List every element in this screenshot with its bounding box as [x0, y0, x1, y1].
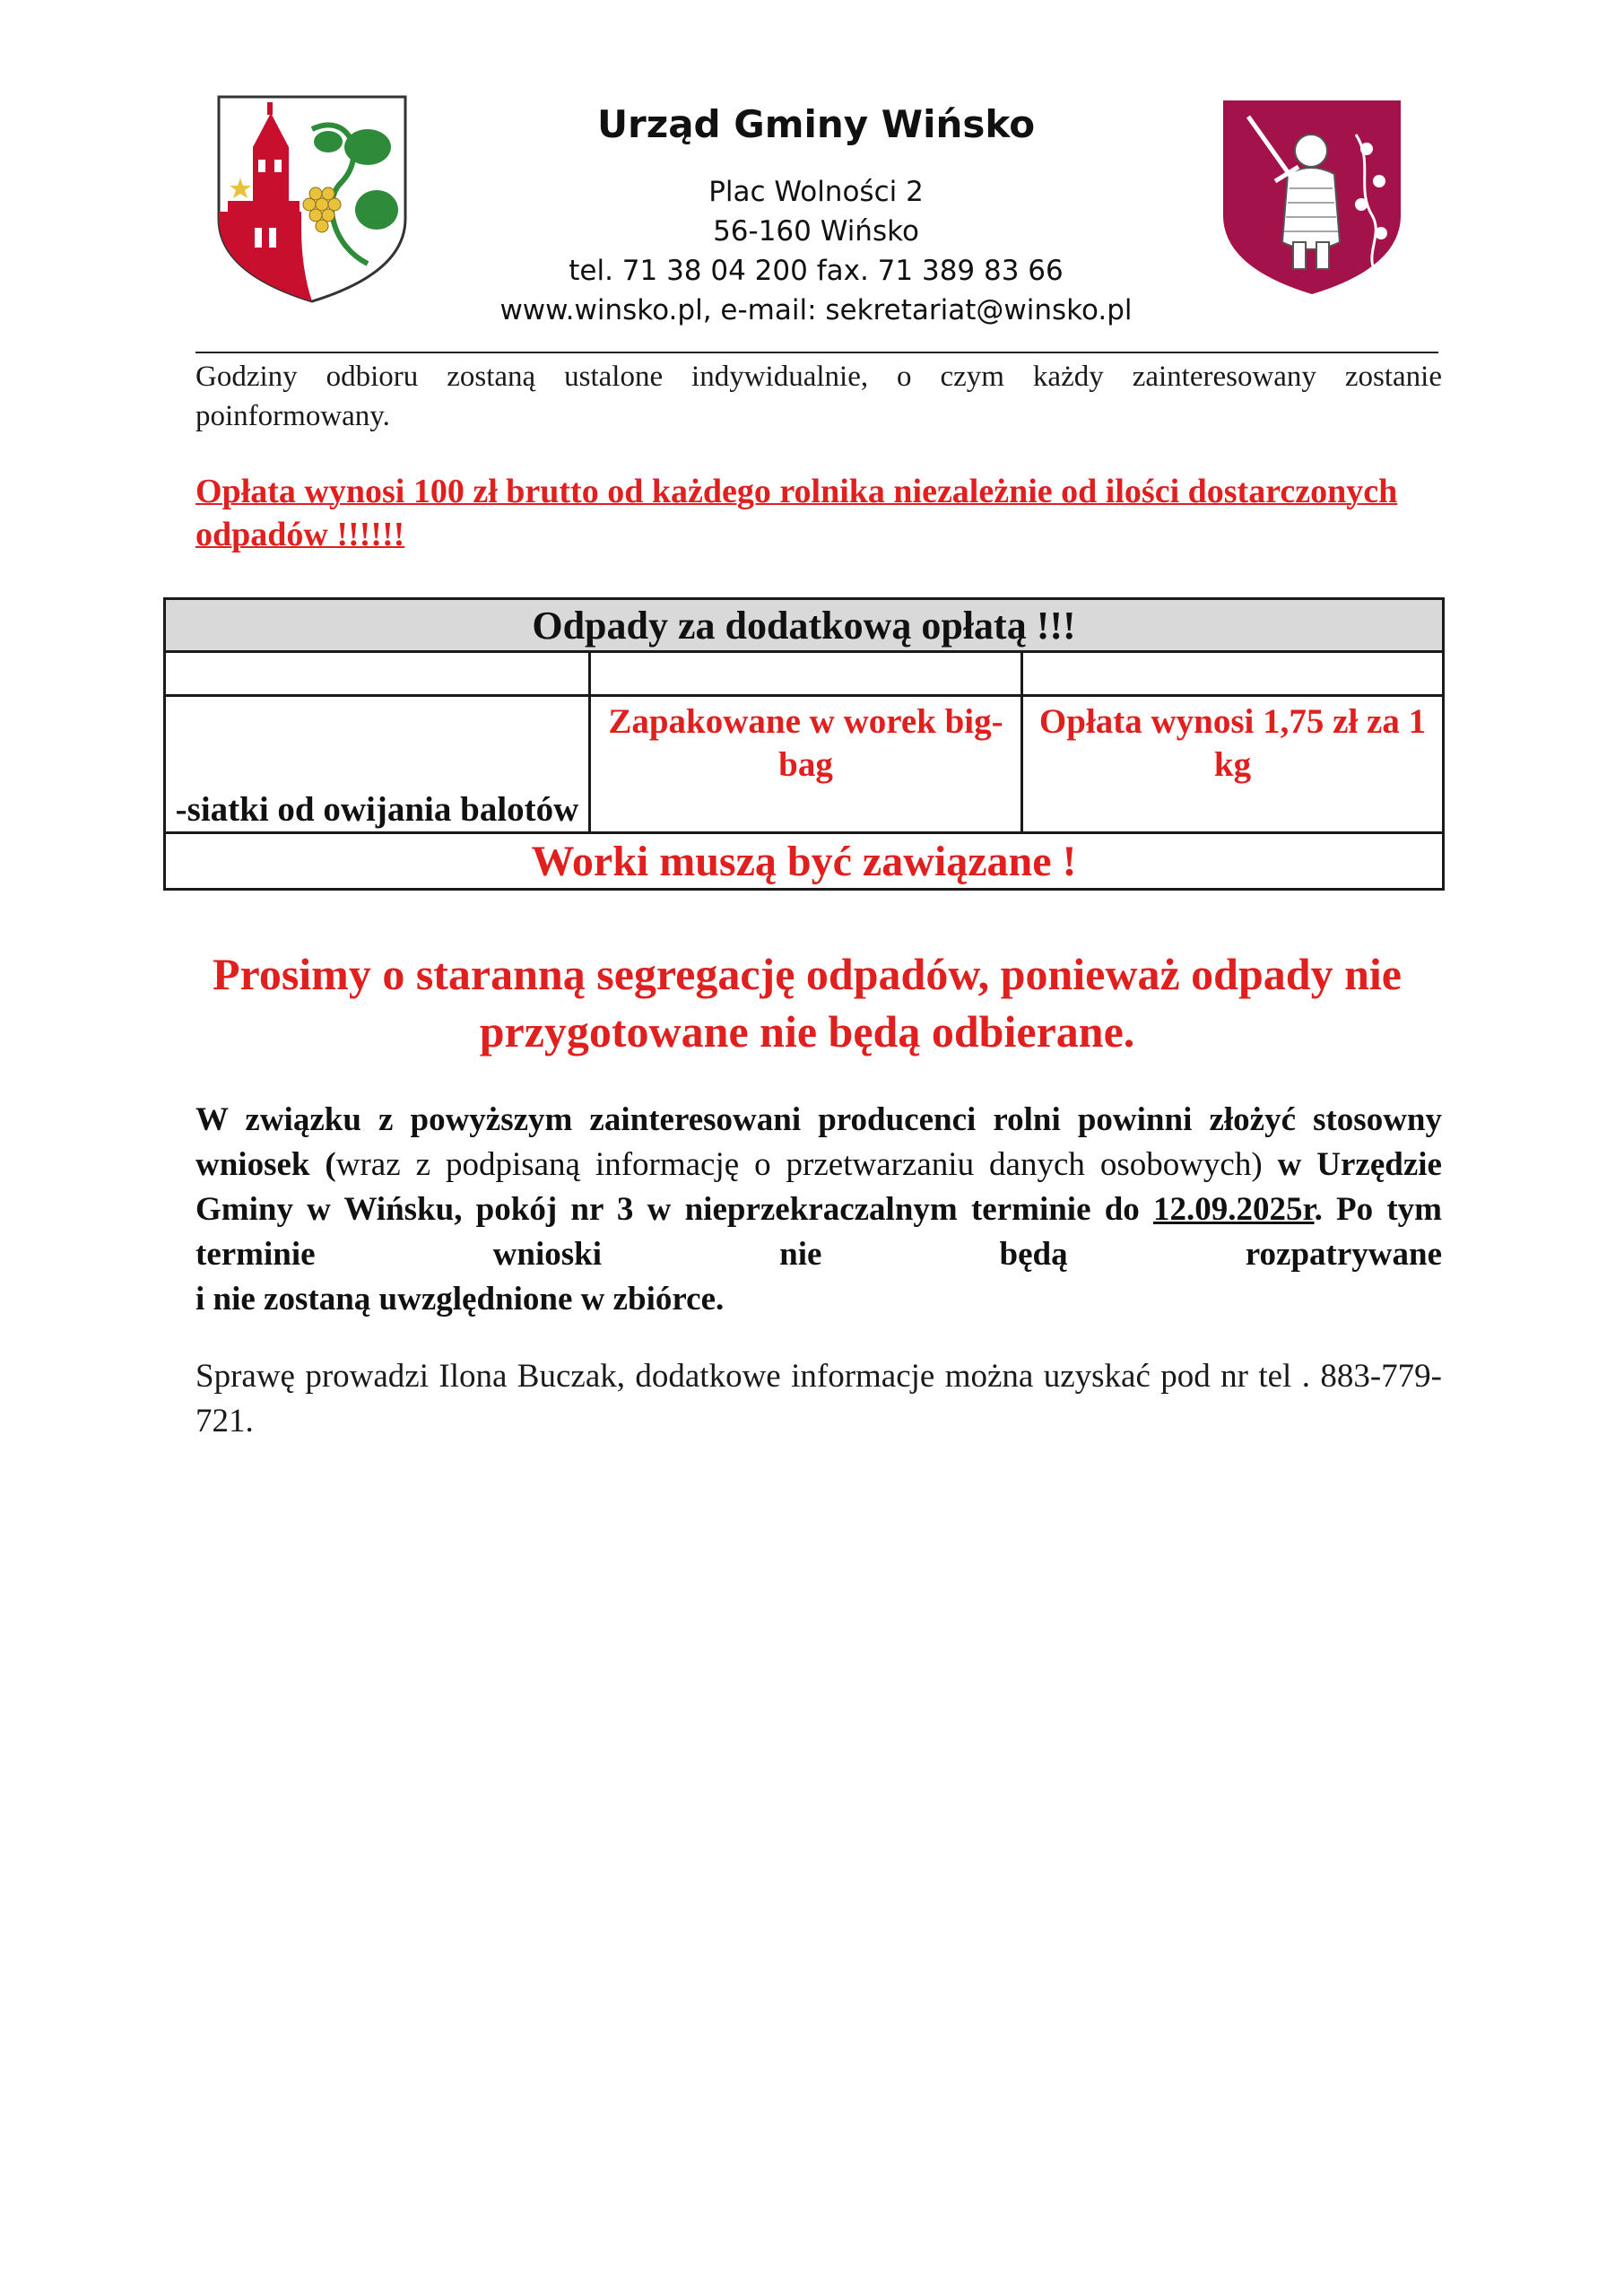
table-cell: [165, 652, 590, 696]
header-block: [466, 97, 1166, 330]
hours-paragraph: Godziny odbioru zostaną ustalone indywidualnie, o czym każdy zainteresowany zostanie poinformowany.: [195, 361, 1442, 432]
packaging-cell: Zapakowane w worek big-bag: [590, 696, 1022, 833]
waste-item-cell: -siatki od owijania balotów: [165, 696, 590, 833]
table-row: [165, 652, 1444, 696]
address-line: Plac Wolności 2: [708, 176, 924, 208]
table-cell: [590, 652, 1022, 696]
table-header-row: [165, 599, 1444, 652]
application-paragraph: [195, 1098, 1442, 1322]
table-title: Odpady za dodatkową opłatą !!!: [165, 599, 1444, 652]
table-footer-row: [165, 833, 1444, 890]
right-coat-of-arms-icon: [1221, 99, 1403, 296]
table-row: [165, 696, 1444, 833]
table-footer: Worki muszą być zawiązane !: [165, 833, 1444, 890]
price-cell: Opłata wynosi 1,75 zł za 1 kg: [1022, 696, 1444, 833]
postal-line: 56-160 Wińsko: [713, 215, 919, 248]
segregation-appeal: Prosimy o staranną segregację odpadów, ponieważ odpady nie przygotowane nie będą odbierane.: [212, 949, 1402, 1057]
application-deadline-text: . Po tym terminie wnioski nie będą rozpatrywane: [195, 1191, 1442, 1273]
deadline-date: 12.09.2025r: [1153, 1191, 1315, 1228]
phone-line: tel. 71 38 04 200 fax. 71 389 83 66: [569, 255, 1064, 287]
application-text: wraz z podpisaną informację o przetwarzaniu danych osobowych): [335, 1146, 1278, 1183]
left-coat-of-arms-icon: [215, 93, 409, 305]
table-cell: [1022, 652, 1444, 696]
org-name: Urząd Gminy Wińsko: [596, 102, 1036, 146]
application-text-bold: W związku z powyższym zainteresowani producenci rolni powinni złożyć stosowny wniosek (: [195, 1101, 1442, 1183]
header-divider: [195, 352, 1438, 353]
application-office-text: w Urzędzie Gminy w Wińsku, pokój nr 3 w nieprzekraczalnym terminie do: [195, 1146, 1442, 1228]
fee-notice: Opłata wynosi 100 zł brutto od każdego rolnika niezależnie od ilości dostarczonych odpadów !!!!!!: [195, 473, 1398, 553]
web-line: www.winsko.pl, e-mail: sekretariat@winsko.pl: [499, 294, 1133, 326]
contact-paragraph: Sprawę prowadzi Ilona Buczak, dodatkowe informacje można uzyskać pod nr tel . 883-779-721.: [195, 1358, 1442, 1439]
extra-fee-table: [163, 597, 1445, 891]
application-final-line: i nie zostaną uwzględnione w zbiórce.: [195, 1281, 725, 1318]
